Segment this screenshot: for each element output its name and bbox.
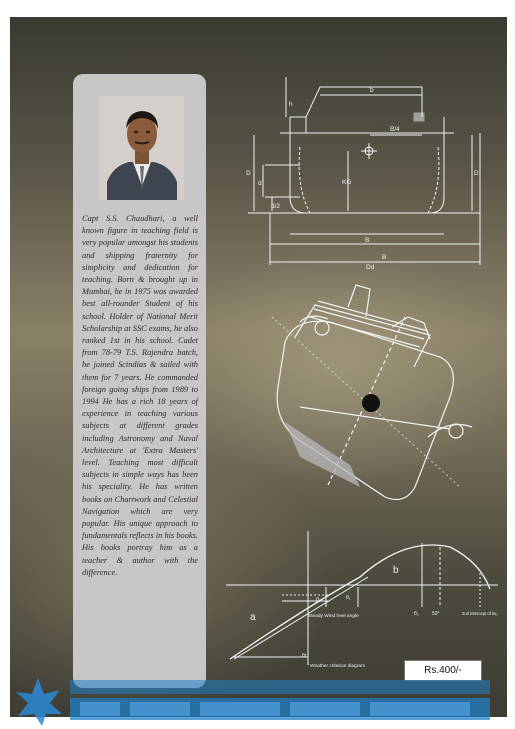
- dim-d2: d/2: [271, 203, 281, 210]
- dim-d-left: D: [246, 170, 251, 177]
- dim-b-inner: B: [365, 237, 370, 244]
- dim-d-right: D: [474, 170, 479, 177]
- second-intercept-label: 2nd intercept of lw₂: [462, 611, 498, 616]
- fifty-degree-label: 50°: [432, 611, 440, 617]
- weather-criterion-labels: [250, 565, 498, 669]
- website-watermark: [0, 676, 515, 726]
- area-a-label: a: [250, 612, 256, 623]
- technical-diagrams: [10, 17, 507, 717]
- thetar-label: θr: [302, 653, 307, 659]
- theta1-label: θ₁: [346, 595, 351, 601]
- steady-heel-label: Steady Wind heel angle: [308, 614, 359, 619]
- cover-background: [10, 17, 507, 717]
- heel-shaded-area: [285, 422, 360, 487]
- ship-heeling-diagram: [272, 285, 472, 499]
- dim-b-outer: B: [382, 254, 387, 261]
- star-watermark-icon: [16, 678, 62, 726]
- dim-h: h: [289, 101, 293, 108]
- dim-kg: KG: [342, 179, 352, 186]
- weather-criterion-diagram: [226, 531, 498, 665]
- centre-of-gravity-marker: [362, 394, 380, 412]
- author-bio-text: Capt S.S. Chaudhari, a well known figure in teaching field is very popular amongst his students and shipping fraternity for simplicity and dedication for teaching. Born & brought up in Mumbai, he in 1975 was awarded best all-rounder Student of his school. Holder of National Merit Scholarship at SSC exams, he also ranked 1st in his school. Cadet from 78-79 T.S. Rajendra batch, he joined Scindias & sailed with them for 7 years. He commanded foreign going ships from 1989 to 1994 He has a rich 18 years of experience in teaching various subjects at different grades including Astronomy and Naval Architecture at 'Extra Masters' level. Teaching most difficult subjects in simple ways has been his speciality. He has written books on Chartwork and Celestial Navigation which are very popular. His unique approach to fundamentals reflects in his books. His books portray him as a teacher & author with the difference.: [82, 214, 198, 577]
- dim-b4: B/4: [390, 126, 400, 133]
- theta0-label: θ₀: [316, 597, 321, 603]
- dim-dd-visible: Dd: [366, 264, 375, 271]
- dim-b-top: b: [370, 87, 374, 94]
- theta2-label: θ₂: [414, 611, 419, 617]
- area-b-label: b: [393, 565, 399, 576]
- ship-cross-section-diagram: [248, 77, 480, 265]
- dim-d: d: [258, 180, 262, 187]
- price-tag: Rs.400/-: [404, 660, 482, 681]
- weather-criterion-title: Weather criterion diagram: [310, 664, 366, 669]
